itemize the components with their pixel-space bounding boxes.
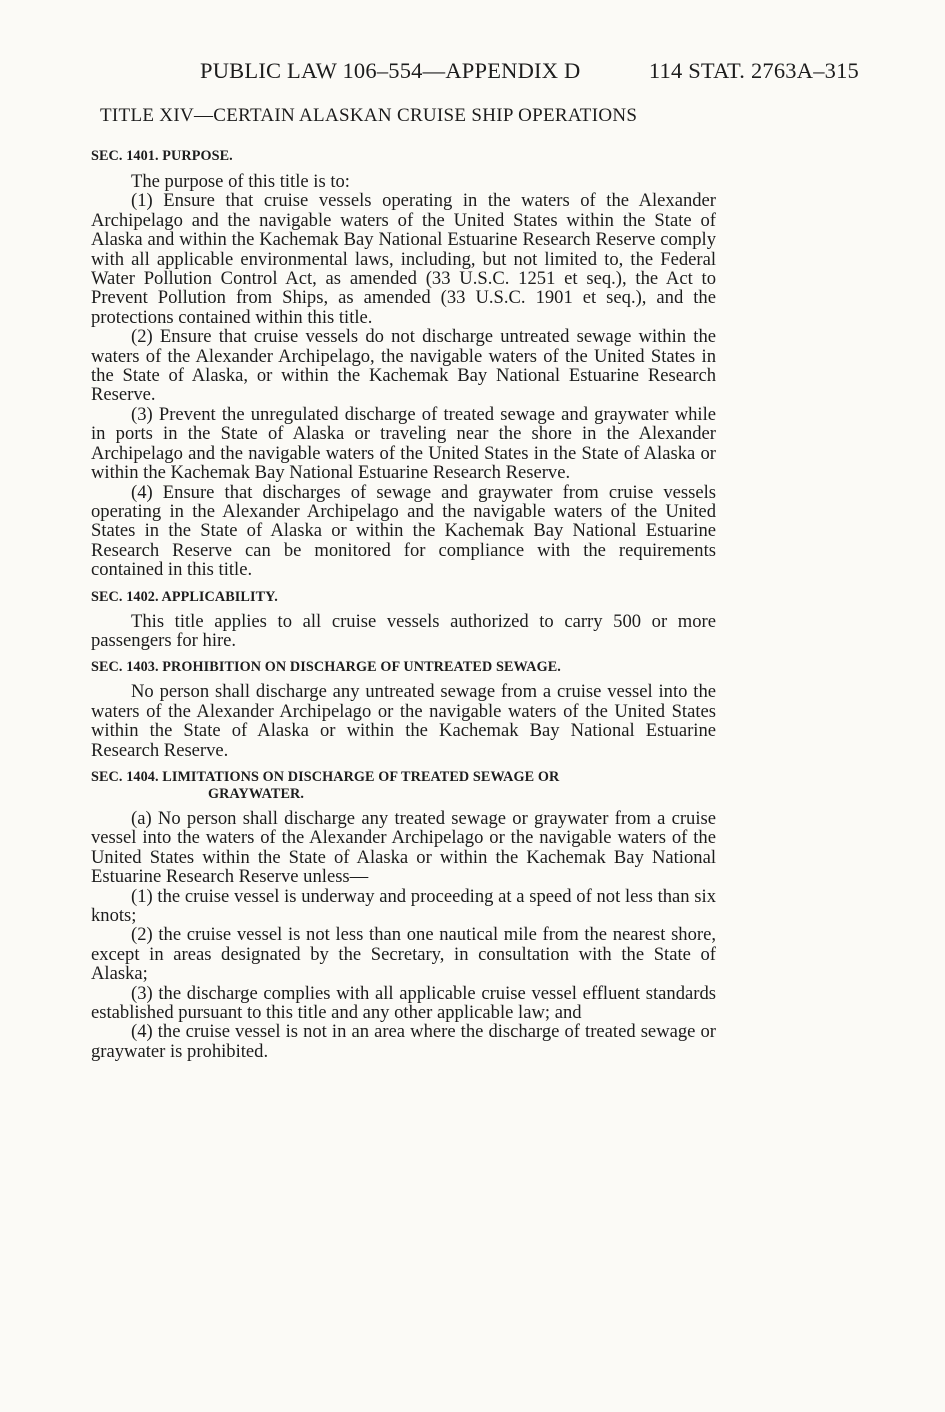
section-1401-heading: SEC. 1401. PURPOSE. [91,148,233,164]
section-1404-heading-line-2: GRAYWATER. [208,785,304,802]
section-1401-intro: The purpose of this title is to: [131,171,350,192]
title-heading: TITLE XIV—CERTAIN ALASKAN CRUISE SHIP OPERATIONS [100,105,638,126]
section-1401-item-4: (4) Ensure that discharges of sewage and graywater from cruise vessels operating in the Alexander Archipelago and the navigable waters of the United States in the State of Alaska or within the Kachemak Bay National Estuarine Research Reserve can be monitored for compliance with the requirements contained in this title. [91,481,716,581]
section-1401-item-3: (3) Prevent the unregulated discharge of treated sewage and graywater while in ports in the State of Alaska or traveling near the shore in the Alexander Archipelago and the navigable waters of the United States in the State of Alaska or within the Kachemak Bay National Estuarine Research Reserve. [91,403,716,484]
section-1402-heading: SEC. 1402. APPLICABILITY. [91,588,278,605]
section-1404-subsection-a: (a) No person shall discharge any treated sewage or graywater from a cruise vessel into the waters of the Alexander Archipelago or the navigable waters of the United States within the State of Alaska or within the Kachemak Bay National Estuarine Research Reserve unless— [91,807,716,888]
header-law-citation: PUBLIC LAW 106–554—APPENDIX D [200,58,581,83]
section-1401-item-2: (2) Ensure that cruise vessels do not discharge untreated sewage within the waters of the Alexander Archipelago, the navigable waters of the United States in the State of Alaska, or within the Kachemak Bay National Estuarine Research Reserve. [91,326,716,406]
section-1402-text: This title applies to all cruise vessels authorized to carry 500 or more passengers for hire. [91,610,716,651]
section-1403-heading: SEC. 1403. PROHIBITION ON DISCHARGE OF UNTREATED SEWAGE. [91,659,561,676]
section-1404-item-2: (2) the cruise vessel is not less than one nautical mile from the nearest shore, except in areas designated by the Secretary, in consultation with the State of Alaska; [91,924,716,985]
section-1401-item-1: (1) Ensure that cruise vessels operating in the waters of the Alexander Archipelago and the navigable waters of the United States within the State of Alaska and within the Kachemak Bay National Estuarine Research Reserve comply with all applicable environmental laws, including, but not limited to, the Federal Water Pollution Control Act, as amended (33 U.S.C. 1251 et seq.), the Act to Prevent Pollution from Ships, as amended (33 U.S.C. 1901 et seq.), and the protections contained within this title. [91,190,716,328]
section-1404-item-3: (3) the discharge complies with all applicable cruise vessel effluent standards established pursuant to this title and any other applicable law; and [91,982,716,1024]
section-1404-heading [91,769,716,803]
document-body [91,148,716,1061]
section-1403-text: No person shall discharge any untreated sewage from a cruise vessel into the waters of the Alexander Archipelago or the navigable waters of the United States within the State of Alaska or within the Kachemak Bay National Estuarine Research Reserve. [91,681,716,761]
section-1404-item-1: (1) the cruise vessel is underway and proceeding at a speed of not less than six knots; [91,885,716,926]
running-header [200,58,859,84]
section-1404-heading-line-1: SEC. 1404. LIMITATIONS ON DISCHARGE OF TREATED SEWAGE OR [91,768,560,785]
section-1404-item-4: (4) the cruise vessel is not in an area where the discharge of treated sewage or graywater is prohibited. [91,1021,716,1062]
header-stat-page: 114 STAT. 2763A–315 [648,58,859,83]
